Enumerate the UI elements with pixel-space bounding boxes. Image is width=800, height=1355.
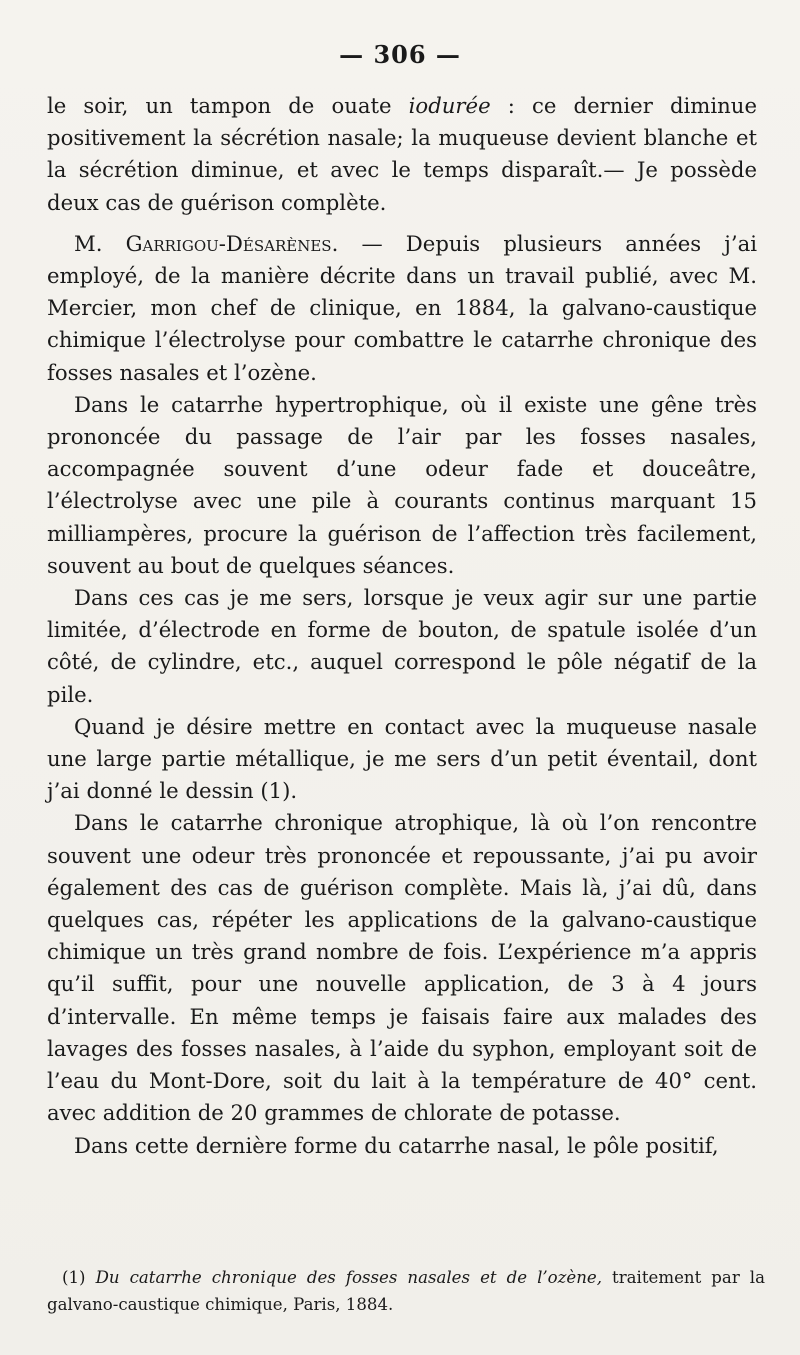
paragraph-2 xyxy=(47,228,757,389)
paragraph-6 xyxy=(47,807,757,1129)
paragraph-5 xyxy=(47,711,757,808)
paragraph-1-text-end: : ce dernier diminue positivement la sécrétion nasale; la muqueuse devient blanche et la sécrétion diminue, et avec le temps disparaît.— Je possède deux cas de guérison complète. xyxy=(47,93,757,215)
page-number: — 306 — xyxy=(339,40,461,69)
paragraph-7 xyxy=(47,1130,757,1162)
paragraph-2-text: — Depuis plusieurs années j’ai employé, de la manière décrite dans un travail publié, avec M. Mercier, mon chef de clinique, en 1884, la galvano-caustique chimique l’électrolyse pour combattre le catarrhe chronique des fosses nasales et l’ozène. xyxy=(47,230,758,385)
paragraph-7-text: Dans cette dernière forme du catarrhe nasal, le pôle positif, xyxy=(74,1132,719,1158)
footnote-citation-title: Du catarrhe chronique des fosses nasales et de l’ozène, xyxy=(95,1268,603,1287)
footnote xyxy=(47,1264,765,1318)
speaker-name: M. Garrigou-Désarènes. xyxy=(74,230,339,256)
paragraph-1-text: le soir, un tampon de ouate xyxy=(47,93,409,118)
footnote-citation-rest: traitement par la galvano-caustique chimique, Paris, 1884. xyxy=(47,1268,766,1314)
footnote-text xyxy=(47,1264,765,1318)
paragraph-6-text: Dans le catarrhe chronique atrophique, là où l’on rencontre souvent une odeur très prononcée et repoussante, j’ai pu avoir également des cas de guérison complète. Mais là, j’ai dû, dans quelques cas, répéter les applications de la galvano-caustique chimique un très grand nombre de fois. L’expérience m’a appris qu’il suffit, pour une nouvelle application, de 3 à 4 jours d’intervalle. En même temps je faisais faire aux malades des lavages des fosses nasales, à l’aide du syphon, employant soit de l’eau du Mont-Dore, soit du lait à la température de 40° cent. avec addition de 20 grammes de chlorate de potasse. xyxy=(47,810,757,1126)
paragraph-3-text: Dans le catarrhe hypertrophique, où il existe une gêne très prononcée du passage de l’air par les fosses nasales, accompagnée souvent d’une odeur fade et douceâtre, l’électrolyse avec une pile à courants continus marquant 15 milliampères, procure la guérison de l’affection très facilement, souvent au bout de quelques séances. xyxy=(47,391,757,578)
paragraph-4 xyxy=(47,582,757,711)
paragraph-5-text: Quand je désire mettre en contact avec la muqueuse nasale une large partie métallique, je me sers d’un petit éventail, dont j’ai donné le dessin (1). xyxy=(47,713,757,804)
footnote-marker: (1) xyxy=(62,1268,96,1287)
paragraph-3 xyxy=(47,389,757,582)
paragraph-4-text: Dans ces cas je me sers, lorsque je veux agir sur une partie limitée, d’électrode en forme de bouton, de spatule isolée d’un côté, de cylindre, etc., auquel correspond le pôle négatif de la pile. xyxy=(47,585,757,707)
paragraph-1-italic: iodurée xyxy=(408,93,491,118)
paragraph-1 xyxy=(47,90,757,219)
body-text xyxy=(47,90,757,1162)
